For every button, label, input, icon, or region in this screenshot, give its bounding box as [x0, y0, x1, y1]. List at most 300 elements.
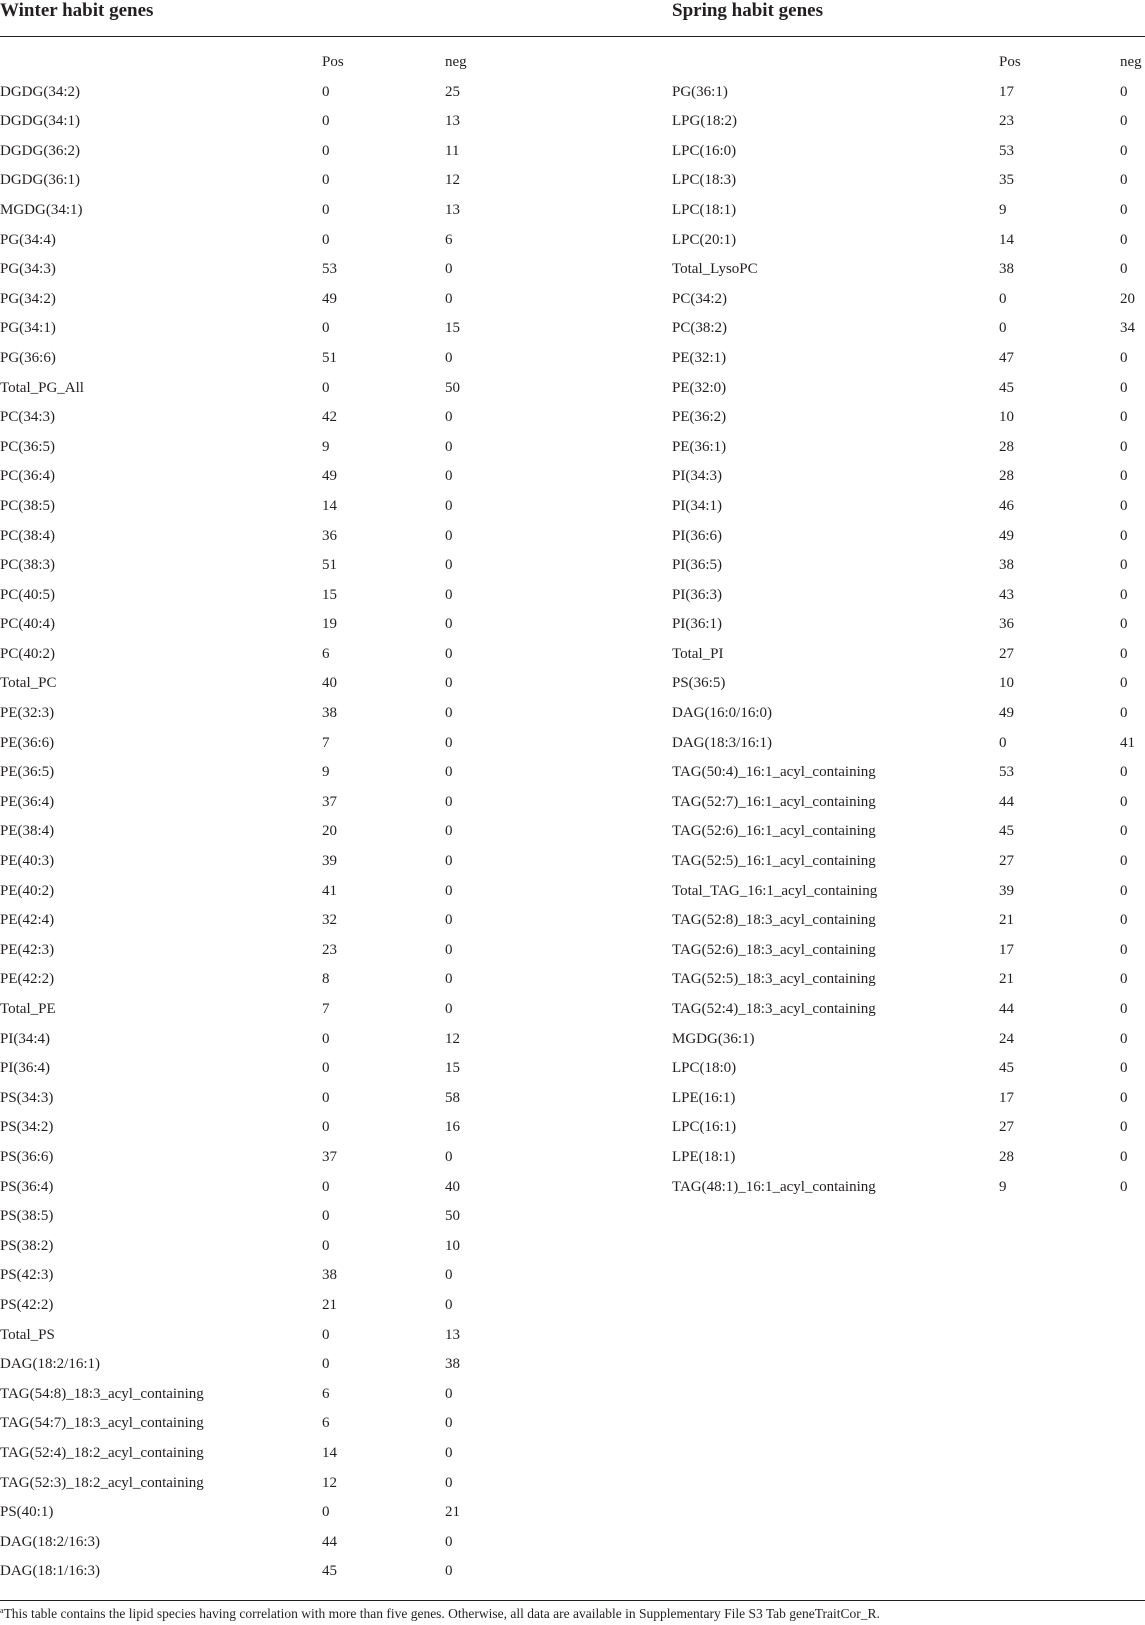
winter-neg-count: 0 — [445, 586, 453, 603]
table-row — [0, 936, 1145, 966]
spring-lipid-name: PS(36:5) — [672, 675, 726, 692]
winter-lipid-name: DAG(18:1/16:3) — [0, 1563, 100, 1580]
spring-lipid-name: LPC(20:1) — [672, 231, 737, 248]
winter-lipid-name: PE(42:3) — [0, 941, 55, 958]
spring-neg-count: 0 — [1120, 971, 1128, 988]
footnote-marker: a — [0, 1606, 4, 1615]
table-row — [0, 906, 1145, 936]
winter-pos-count: 23 — [322, 941, 337, 958]
header-rule — [0, 36, 1145, 37]
table-row — [0, 1291, 1145, 1321]
spring-neg-count: 0 — [1120, 1060, 1128, 1077]
table-row — [0, 1084, 1145, 1114]
table-row — [0, 1321, 1145, 1351]
table-row — [0, 492, 1145, 522]
table-row — [0, 669, 1145, 699]
winter-lipid-name: PS(36:4) — [0, 1178, 54, 1195]
table-row — [0, 462, 1145, 492]
winter-neg-count: 10 — [445, 1237, 460, 1254]
spring-lipid-name: DAG(18:3/16:1) — [672, 734, 772, 751]
table-row — [0, 1409, 1145, 1439]
spring-lipid-name: TAG(48:1)_16:1_acyl_containing — [672, 1178, 876, 1195]
winter-neg-count: 0 — [445, 793, 453, 810]
winter-pos-count: 38 — [322, 1267, 337, 1284]
winter-lipid-name: Total_PS — [0, 1326, 55, 1343]
winter-pos-count: 21 — [322, 1296, 337, 1313]
winter-pos-count: 51 — [322, 349, 337, 366]
spring-pos-count: 23 — [999, 113, 1014, 130]
winter-lipid-name: PE(42:2) — [0, 971, 55, 988]
winter-pos-count: 0 — [322, 142, 330, 159]
table-row — [0, 1173, 1145, 1203]
winter-lipid-name: PS(34:2) — [0, 1119, 54, 1136]
winter-lipid-name: PC(40:5) — [0, 586, 56, 603]
spring-neg-count: 0 — [1120, 527, 1128, 544]
spring-neg-count: 0 — [1120, 586, 1128, 603]
spring-lipid-name: PC(34:2) — [672, 290, 728, 307]
winter-neg-count: 0 — [445, 1267, 453, 1284]
winter-pos-count: 0 — [322, 1504, 330, 1521]
winter-lipid-name: PG(34:2) — [0, 290, 56, 307]
winter-neg-count: 0 — [445, 734, 453, 751]
winter-lipid-name: PC(38:4) — [0, 527, 56, 544]
winter-lipid-name: DGDG(36:2) — [0, 142, 80, 159]
winter-lipid-name: DGDG(34:1) — [0, 113, 80, 130]
winter-lipid-name: PI(34:4) — [0, 1030, 50, 1047]
winter-lipid-name: TAG(54:8)_18:3_acyl_containing — [0, 1385, 204, 1402]
spring-pos-count: 17 — [999, 941, 1014, 958]
winter-pos-count: 0 — [322, 1119, 330, 1136]
winter-neg-count: 6 — [445, 231, 453, 248]
winter-lipid-name: PI(36:4) — [0, 1060, 50, 1077]
winter-lipid-name: PS(36:6) — [0, 1148, 54, 1165]
spring-pos-count: 9 — [999, 201, 1007, 218]
spring-neg-count: 0 — [1120, 675, 1128, 692]
table-row — [0, 581, 1145, 611]
winter-pos-count: 51 — [322, 557, 337, 574]
winter-neg-count: 0 — [445, 557, 453, 574]
winter-neg-count: 0 — [445, 1148, 453, 1165]
winter-pos-count: 0 — [322, 1208, 330, 1225]
winter-lipid-name: PG(34:1) — [0, 320, 56, 337]
winter-neg-count: 0 — [445, 853, 453, 870]
table-row — [0, 344, 1145, 374]
spring-neg-count: 0 — [1120, 172, 1128, 189]
spring-neg-count: 41 — [1120, 734, 1135, 751]
spring-neg-count: 0 — [1120, 557, 1128, 574]
table-row — [0, 551, 1145, 581]
spring-pos-count: 21 — [999, 971, 1014, 988]
spring-neg-count: 0 — [1120, 1178, 1128, 1195]
spring-pos-count: 53 — [999, 142, 1014, 159]
spring-pos-count: 45 — [999, 379, 1014, 396]
table-row — [0, 226, 1145, 256]
winter-pos-header: Pos — [322, 54, 344, 70]
spring-lipid-name: LPE(16:1) — [672, 1089, 736, 1106]
footnote-text: This table contains the lipid species having correlation with more than five genes. Otherwise, all data are available in Supplementary File S3 Tab geneTraitCor_R. — [3, 1606, 880, 1621]
spring-neg-count: 34 — [1120, 320, 1135, 337]
winter-lipid-name: TAG(52:3)_18:2_acyl_containing — [0, 1474, 204, 1491]
table-row — [0, 1469, 1145, 1499]
table-row — [0, 78, 1145, 108]
spring-neg-count: 0 — [1120, 1030, 1128, 1047]
winter-pos-count: 45 — [322, 1563, 337, 1580]
winter-neg-count: 0 — [445, 1296, 453, 1313]
winter-pos-count: 6 — [322, 645, 330, 662]
spring-lipid-name: PI(36:1) — [672, 616, 722, 633]
winter-pos-count: 0 — [322, 113, 330, 130]
winter-neg-count: 11 — [445, 142, 460, 159]
table-row — [0, 1261, 1145, 1291]
table-row — [0, 196, 1145, 226]
table-row — [0, 1557, 1145, 1587]
table-footnote — [0, 1606, 880, 1622]
spring-lipid-name: TAG(52:8)_18:3_acyl_containing — [672, 912, 876, 929]
spring-pos-count: 43 — [999, 586, 1014, 603]
winter-pos-count: 7 — [322, 734, 330, 751]
table-body — [0, 78, 1145, 1587]
spring-lipid-name: TAG(52:6)_18:3_acyl_containing — [672, 941, 876, 958]
spring-pos-count: 47 — [999, 349, 1014, 366]
winter-neg-count: 0 — [445, 1474, 453, 1491]
spring-pos-count: 39 — [999, 882, 1014, 899]
table-row — [0, 1113, 1145, 1143]
spring-pos-count: 38 — [999, 261, 1014, 278]
winter-pos-count: 9 — [322, 764, 330, 781]
winter-pos-count: 0 — [322, 1326, 330, 1343]
winter-lipid-name: PE(42:4) — [0, 912, 55, 929]
winter-neg-count: 13 — [445, 1326, 460, 1343]
spring-neg-count: 0 — [1120, 201, 1128, 218]
winter-neg-count: 16 — [445, 1119, 460, 1136]
winter-neg-count: 0 — [445, 941, 453, 958]
winter-pos-count: 49 — [322, 290, 337, 307]
winter-pos-count: 0 — [322, 1030, 330, 1047]
winter-lipid-name: PS(38:2) — [0, 1237, 54, 1254]
winter-lipid-name: DGDG(36:1) — [0, 172, 80, 189]
winter-lipid-name: Total_PE — [0, 1001, 56, 1017]
winter-neg-count: 0 — [445, 1385, 453, 1402]
winter-pos-count: 20 — [322, 823, 337, 840]
winter-neg-count: 0 — [445, 616, 453, 633]
spring-neg-count: 0 — [1120, 882, 1128, 899]
winter-lipid-name: DAG(18:2/16:1) — [0, 1356, 100, 1373]
winter-lipid-name: PE(32:3) — [0, 705, 55, 722]
winter-neg-count: 15 — [445, 320, 460, 337]
spring-lipid-name: MGDG(36:1) — [672, 1030, 755, 1047]
table-row — [0, 1380, 1145, 1410]
winter-lipid-name: PS(42:2) — [0, 1296, 54, 1313]
winter-lipid-name: Total_PC — [0, 675, 57, 692]
spring-pos-count: 53 — [999, 764, 1014, 781]
spring-section-title: Spring habit genes — [672, 0, 823, 21]
winter-neg-count: 12 — [445, 1030, 460, 1047]
spring-neg-count: 0 — [1120, 497, 1128, 514]
winter-lipid-name: PS(38:5) — [0, 1208, 54, 1225]
spring-pos-count: 24 — [999, 1030, 1014, 1047]
winter-neg-count: 0 — [445, 882, 453, 899]
spring-lipid-name: TAG(52:4)_18:3_acyl_containing — [672, 1001, 876, 1017]
table-row — [0, 1498, 1145, 1528]
winter-pos-count: 0 — [322, 201, 330, 218]
winter-lipid-name: PE(38:4) — [0, 823, 55, 840]
winter-pos-count: 14 — [322, 497, 337, 514]
spring-pos-count: 49 — [999, 705, 1014, 722]
table-row — [0, 1143, 1145, 1173]
table-row — [0, 1350, 1145, 1380]
spring-pos-count: 9 — [999, 1178, 1007, 1195]
spring-neg-count: 0 — [1120, 438, 1128, 455]
winter-neg-count: 0 — [445, 823, 453, 840]
spring-lipid-name: Total_PI — [672, 645, 724, 662]
spring-pos-count: 0 — [999, 290, 1007, 307]
winter-neg-count: 0 — [445, 1444, 453, 1461]
winter-neg-count: 0 — [445, 1533, 453, 1550]
winter-lipid-name: PS(40:1) — [0, 1504, 54, 1521]
table-row — [0, 788, 1145, 818]
spring-lipid-name: PE(32:1) — [672, 349, 727, 366]
spring-neg-count: 0 — [1120, 1148, 1128, 1165]
winter-lipid-name: PE(40:3) — [0, 853, 55, 870]
spring-neg-count: 0 — [1120, 823, 1128, 840]
spring-lipid-name: PG(36:1) — [672, 83, 728, 100]
table-row — [0, 640, 1145, 670]
spring-pos-count: 35 — [999, 172, 1014, 189]
winter-neg-count: 15 — [445, 1060, 460, 1077]
winter-lipid-name: MGDG(34:1) — [0, 201, 83, 218]
winter-neg-count: 40 — [445, 1178, 460, 1195]
spring-lipid-name: PI(34:3) — [672, 468, 722, 485]
winter-neg-count: 25 — [445, 83, 460, 100]
winter-lipid-name: PC(40:2) — [0, 645, 56, 662]
spring-neg-count: 0 — [1120, 941, 1128, 958]
spring-lipid-name: PE(36:1) — [672, 438, 727, 455]
winter-pos-count: 0 — [322, 1356, 330, 1373]
table-row — [0, 374, 1145, 404]
table-row — [0, 817, 1145, 847]
spring-lipid-name: LPG(18:2) — [672, 113, 737, 130]
spring-neg-count: 0 — [1120, 409, 1128, 426]
winter-pos-count: 19 — [322, 616, 337, 633]
footer-rule — [0, 1600, 1145, 1601]
winter-pos-count: 0 — [322, 1237, 330, 1254]
spring-lipid-name: PE(32:0) — [672, 379, 727, 396]
table-row — [0, 1202, 1145, 1232]
winter-pos-count: 0 — [322, 379, 330, 396]
winter-pos-count: 0 — [322, 172, 330, 189]
spring-lipid-name: PI(36:6) — [672, 527, 722, 544]
winter-lipid-name: TAG(54:7)_18:3_acyl_containing — [0, 1415, 204, 1432]
table-row — [0, 729, 1145, 759]
spring-lipid-name: LPC(18:0) — [672, 1060, 737, 1077]
spring-neg-count: 0 — [1120, 616, 1128, 633]
spring-neg-count: 0 — [1120, 142, 1128, 159]
winter-pos-count: 41 — [322, 882, 337, 899]
lipid-table — [0, 48, 1145, 1587]
winter-pos-count: 37 — [322, 1148, 337, 1165]
winter-neg-count: 0 — [445, 438, 453, 455]
winter-lipid-name: PE(36:4) — [0, 793, 55, 810]
winter-pos-count: 0 — [322, 231, 330, 248]
table-row — [0, 166, 1145, 196]
winter-neg-count: 0 — [445, 468, 453, 485]
spring-lipid-name: PI(36:5) — [672, 557, 722, 574]
winter-pos-count: 38 — [322, 705, 337, 722]
spring-pos-count: 28 — [999, 468, 1014, 485]
winter-neg-count: 38 — [445, 1356, 460, 1373]
winter-lipid-name: PS(42:3) — [0, 1267, 54, 1284]
spring-neg-count: 0 — [1120, 793, 1128, 810]
spring-lipid-name: LPC(16:1) — [672, 1119, 737, 1136]
winter-pos-count: 7 — [322, 1001, 330, 1017]
winter-neg-count: 50 — [445, 1208, 460, 1225]
winter-lipid-name: PS(34:3) — [0, 1089, 54, 1106]
winter-neg-count: 0 — [445, 1563, 453, 1580]
winter-pos-count: 8 — [322, 971, 330, 988]
winter-pos-count: 49 — [322, 468, 337, 485]
winter-pos-count: 0 — [322, 1060, 330, 1077]
table-row — [0, 107, 1145, 137]
winter-lipid-name: PC(38:3) — [0, 557, 56, 574]
winter-neg-count: 13 — [445, 201, 460, 218]
spring-pos-count: 46 — [999, 497, 1014, 514]
column-header-row — [0, 48, 1145, 78]
winter-section-title: Winter habit genes — [0, 0, 154, 21]
spring-lipid-name: PI(36:3) — [672, 586, 722, 603]
table-row — [0, 1054, 1145, 1084]
winter-neg-count: 0 — [445, 645, 453, 662]
table-row — [0, 1439, 1145, 1469]
winter-neg-count: 0 — [445, 1001, 453, 1017]
spring-pos-count: 44 — [999, 1001, 1014, 1017]
spring-pos-count: 10 — [999, 675, 1014, 692]
winter-neg-count: 0 — [445, 971, 453, 988]
spring-lipid-name: TAG(52:5)_16:1_acyl_containing — [672, 853, 876, 870]
spring-pos-count: 45 — [999, 823, 1014, 840]
spring-lipid-name: LPC(18:1) — [672, 201, 737, 218]
spring-pos-count: 38 — [999, 557, 1014, 574]
table-row — [0, 758, 1145, 788]
winter-neg-count: 0 — [445, 675, 453, 692]
spring-neg-count: 0 — [1120, 1001, 1128, 1017]
winter-pos-count: 42 — [322, 409, 337, 426]
winter-neg-header: neg — [445, 54, 467, 70]
spring-lipid-name: Total_LysoPC — [672, 261, 758, 278]
winter-neg-count: 21 — [445, 1504, 460, 1521]
spring-neg-count: 20 — [1120, 290, 1135, 307]
winter-lipid-name: PG(34:3) — [0, 261, 56, 278]
spring-neg-header: neg — [1120, 54, 1142, 70]
winter-neg-count: 12 — [445, 172, 460, 189]
spring-neg-count: 0 — [1120, 113, 1128, 130]
winter-neg-count: 0 — [445, 497, 453, 514]
spring-neg-count: 0 — [1120, 1089, 1128, 1106]
spring-pos-count: 49 — [999, 527, 1014, 544]
winter-lipid-name: DGDG(34:2) — [0, 83, 80, 100]
spring-lipid-name: TAG(52:6)_16:1_acyl_containing — [672, 823, 876, 840]
table-row — [0, 847, 1145, 877]
spring-pos-count: 28 — [999, 438, 1014, 455]
table-row — [0, 1232, 1145, 1262]
winter-neg-count: 0 — [445, 1415, 453, 1432]
winter-lipid-name: PE(36:5) — [0, 764, 55, 781]
spring-pos-count: 36 — [999, 616, 1014, 633]
spring-lipid-name: PE(36:2) — [672, 409, 727, 426]
spring-pos-count: 14 — [999, 231, 1014, 248]
winter-pos-count: 9 — [322, 438, 330, 455]
spring-pos-count: 10 — [999, 409, 1014, 426]
spring-pos-count: 44 — [999, 793, 1014, 810]
winter-pos-count: 40 — [322, 675, 337, 692]
table-row — [0, 255, 1145, 285]
winter-pos-count: 36 — [322, 527, 337, 544]
winter-lipid-name: PC(36:5) — [0, 438, 56, 455]
winter-lipid-name: DAG(18:2/16:3) — [0, 1533, 100, 1550]
spring-lipid-name: LPC(18:3) — [672, 172, 737, 189]
table-row — [0, 285, 1145, 315]
spring-lipid-name: LPE(18:1) — [672, 1148, 736, 1165]
spring-pos-count: 28 — [999, 1148, 1014, 1165]
spring-pos-count: 17 — [999, 83, 1014, 100]
winter-lipid-name: PC(40:4) — [0, 616, 56, 633]
winter-pos-count: 37 — [322, 793, 337, 810]
table-row — [0, 699, 1145, 729]
winter-lipid-name: Total_PG_All — [0, 379, 84, 396]
winter-neg-count: 0 — [445, 764, 453, 781]
spring-neg-count: 0 — [1120, 379, 1128, 396]
winter-neg-count: 0 — [445, 261, 453, 278]
spring-lipid-name: DAG(16:0/16:0) — [672, 705, 772, 722]
spring-pos-count: 45 — [999, 1060, 1014, 1077]
table-row — [0, 433, 1145, 463]
winter-pos-count: 0 — [322, 320, 330, 337]
spring-lipid-name: PC(38:2) — [672, 320, 728, 337]
spring-neg-count: 0 — [1120, 1119, 1128, 1136]
spring-neg-count: 0 — [1120, 468, 1128, 485]
table-row — [0, 137, 1145, 167]
winter-neg-count: 0 — [445, 705, 453, 722]
winter-lipid-name: PG(34:4) — [0, 231, 56, 248]
winter-lipid-name: PG(36:6) — [0, 349, 56, 366]
winter-pos-count: 32 — [322, 912, 337, 929]
spring-pos-count: 27 — [999, 853, 1014, 870]
spring-pos-count: 21 — [999, 912, 1014, 929]
winter-pos-count: 53 — [322, 261, 337, 278]
winter-neg-count: 13 — [445, 113, 460, 130]
spring-pos-count: 0 — [999, 734, 1007, 751]
winter-pos-count: 15 — [322, 586, 337, 603]
winter-neg-count: 0 — [445, 527, 453, 544]
winter-lipid-name: PC(38:5) — [0, 497, 56, 514]
table-row — [0, 1025, 1145, 1055]
spring-neg-count: 0 — [1120, 349, 1128, 366]
winter-lipid-name: TAG(52:4)_18:2_acyl_containing — [0, 1444, 204, 1461]
winter-neg-count: 58 — [445, 1089, 460, 1106]
spring-neg-count: 0 — [1120, 912, 1128, 929]
winter-pos-count: 44 — [322, 1533, 337, 1550]
spring-lipid-name: Total_TAG_16:1_acyl_containing — [672, 882, 878, 899]
winter-pos-count: 39 — [322, 853, 337, 870]
winter-pos-count: 6 — [322, 1385, 330, 1402]
spring-pos-count: 17 — [999, 1089, 1014, 1106]
winter-lipid-name: PC(36:4) — [0, 468, 56, 485]
spring-neg-count: 0 — [1120, 83, 1128, 100]
winter-neg-count: 0 — [445, 349, 453, 366]
winter-neg-count: 0 — [445, 912, 453, 929]
table-row — [0, 403, 1145, 433]
winter-neg-count: 50 — [445, 379, 460, 396]
spring-lipid-name: TAG(52:7)_16:1_acyl_containing — [672, 793, 876, 810]
